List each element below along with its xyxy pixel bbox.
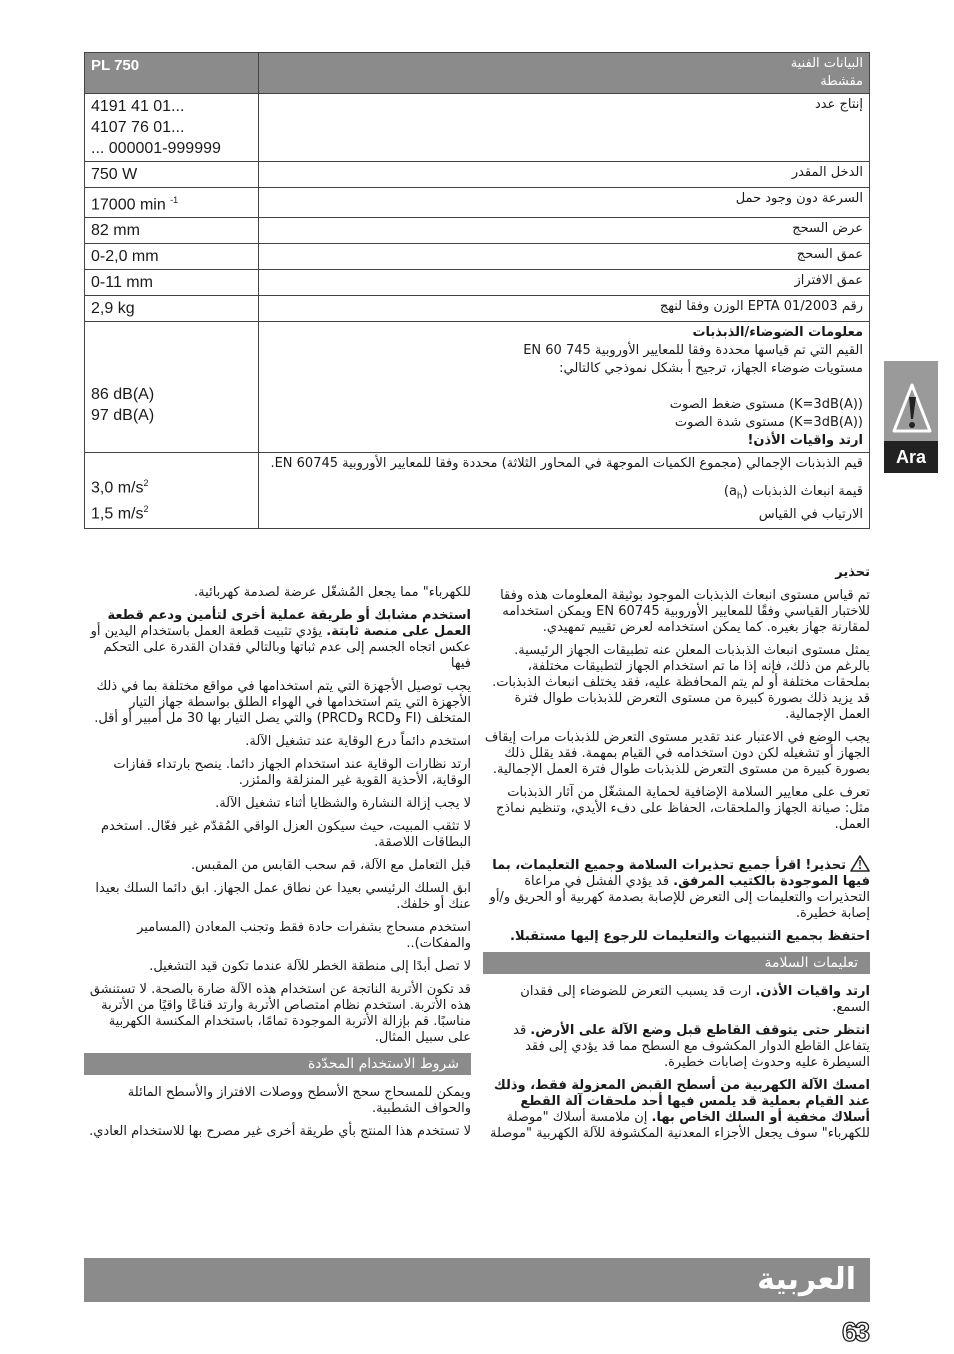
general-warning-text: قد يؤدي الفشل في مراعاة التحذيرات والتعليمات إلى التعرض للإصابة بصدمة كهربية أو الحريق و/أو إصابة خطيرة.	[489, 874, 870, 921]
safety-item-bold: انتظر حتى يتوقف القاطع قبل وضع الآلة على الأرض.	[530, 1023, 870, 1038]
safety-item: استخدم مسحاج بشفرات حادة فقط وتجنب المعادن (المسامير والمفكات)..	[137, 920, 471, 951]
safety-item: لا تثقب المبيت، حيث سيكون العزل الواقي المُقدّم غير فعّال. استخدم البطاقات اللاصقة.	[100, 819, 471, 850]
rated-input-value: 750 W	[85, 162, 259, 188]
safety-item: ابق السلك الرئيسي بعيدا عن نطاق عمل الجهاز. ابق دائما السلك بعيدا عنك أو خلفك.	[95, 881, 471, 912]
warning-exclamation-icon	[890, 383, 932, 439]
table-header-row	[85, 53, 870, 94]
safety-item: لا تصل أبدًا إلى منطقة الخطر للآلة عندما تكون قيد التشغيل.	[149, 959, 471, 974]
vibration-total-text: قيم الذبذبات الإجمالي (مجموع الكميات الموجهة في المحاور الثلاثة) محددة وفقا للمعايير الأوروبية EN 60745.	[270, 456, 863, 472]
production-number-label: إنتاج عدد	[259, 94, 870, 162]
language-footer-bar: العربية	[84, 1258, 870, 1302]
page-number: 63	[841, 1317, 869, 1347]
sound-pressure-value: 86 dB(A)	[91, 386, 155, 404]
production-number-value	[85, 94, 259, 162]
vibration-emission-value	[91, 473, 252, 498]
safety-continuation: للكهرباء" مما يجعل المُشغّل عرضة لصدمة كهربائية.	[194, 585, 471, 600]
noise-heading: معلومات الضوضاء/الذبذبات	[692, 325, 863, 341]
noise-values	[85, 322, 259, 453]
safety-item-bold: ارتد واقيات الأذن.	[755, 984, 870, 999]
vibration-row	[85, 453, 870, 529]
vibration-emission-number: 3,0 m/s	[91, 479, 144, 497]
no-load-speed-value	[85, 188, 259, 218]
planing-depth-label: عمق السحج	[259, 244, 870, 270]
safety-item-text: قد يتفاعل القاطع الدوار المكشوف مع السطح مما قد يؤدي إلى فقد السيطرة عليه وحدوث إصابات خطيرة.	[513, 1023, 870, 1070]
uncertainty-label: الارتياب في القياس	[758, 506, 863, 522]
usage-item: ويمكن للمسحاج سحج الأسطح ووصلات الافتراز والأسطح المائلة والحواف الشطبية.	[127, 1085, 471, 1116]
table-row	[85, 270, 870, 296]
vibration-paragraph-3: يجب الوضع في الاعتبار عند تقدير مستوى التعرض للذبذبات مرات إيقاف الجهاز أو تشغيله لكن دون استخدامه في القيام بمهمة. فقد يقلل ذلك بصورة كبيرة من مستوى التعرض للذبذبات طوال فترة العمل الإجمالية.	[484, 730, 870, 777]
table-row	[85, 188, 870, 218]
technical-data-table	[84, 52, 870, 529]
warning-heading: تحذير	[835, 565, 870, 580]
vibration-paragraph-1: تم قياس مستوى انبعاث الذبذبات الموجود بوثيقة المعلومات هذه وفقا للاختبار القياسي وفقًا للمعايير الأوروبية EN 60745 ويمكن استخدامه لمقارنة جهاز بغيره. كما يمكن استخدامه لعرض تقييم تمهيدي.	[500, 588, 870, 635]
safety-item: قد تكون الأتربة الناتجة عن استخدام هذه الآلة ضارة بالصحة. لا تستنشق هذه الأتربة. استخدم نظام امتصاص الأتربة وارتد قناعًا واقيًا من الأتربة مناسبًا. قم بإزالة الأتربة الموجودة تمامًا، باستخدام المكنسة الكهربية على سبيل المثال.	[89, 982, 471, 1045]
vibration-paragraph-2: يمثل مستوى انبعاث الذبذبات المعلن عنه تطبيقات الجهاز الرئيسية. بالرغم من ذلك، فإنه إذا ما تم استخدام الجهاز لتطبيقات مختلفة، بملحقات مختلفة أو لم يتم المحافظة عليه، فقد يختلف انبعاث الذبذبات. قد يزيد ذلك بصورة كبيرة من مستوى التعرض للذبذبات طوال فترة العمل الإجمالية.	[492, 643, 870, 722]
noise-standard-text: القيم التي تم قياسها محددة وفقا للمعايير الأوروبية EN 60 745	[523, 343, 863, 359]
table-row	[85, 162, 870, 188]
safety-item: ارتد نظارات الوقاية عند استخدام الجهاز دائما. ينصح بارتداء قفازات الوقاية، الأحذية القوية غير المنزلقة والمئزر.	[113, 757, 471, 788]
vibration-subscript: h	[736, 491, 743, 502]
right-column	[483, 565, 870, 1149]
no-load-speed-sup: -1	[170, 195, 179, 205]
no-load-speed-label: السرعة دون وجود حمل	[259, 188, 870, 218]
safety-item: يجب توصيل الأجهزة التي يتم استخدامها في مواقع مختلفة بما في ذلك الأجهزة التي يتم استخدامها في الهواء الطلق بواسطة جهاز التيار المتخلف (FI وRCD وPRCD) والتي يصل التيار بها 30 مل أمبير أو أقل.	[94, 679, 471, 726]
planing-depth-value: 0-2,0 mm	[85, 244, 259, 270]
unit-sup: 2	[143, 503, 149, 514]
unit-sup: 2	[143, 478, 149, 489]
production-number-line: 4107 76 01...	[91, 119, 185, 136]
safety-item: لا يجب إزالة النشارة والشظايا أثناء تشغيل الآلة.	[215, 796, 471, 811]
vibration-emission-label	[265, 483, 863, 506]
warning-triangle-icon	[850, 855, 870, 872]
no-load-speed-number: 17000 min	[91, 196, 166, 214]
rebate-depth-label: عمق الافتراز	[259, 270, 870, 296]
vibration-info	[259, 453, 870, 529]
left-column	[84, 585, 471, 1147]
safety-item-text: يؤدي تثبيت قطعة العمل باستخدام اليدين أو عكس اتجاه الجسم إلى عدم ثباتها وبالتالي فقدان القدرة على التحكم فيها	[90, 624, 471, 671]
safety-item	[483, 1023, 870, 1071]
safety-item	[483, 1078, 870, 1142]
safety-item	[483, 984, 870, 1016]
planing-width-label: عرض السحج	[259, 218, 870, 244]
table-row	[85, 94, 870, 162]
specified-conditions-heading: شروط الاستخدام المحدّدة	[84, 1053, 471, 1075]
keep-instructions: احتفظ بجميع التنبيهات والتعليمات للرجوع إليها مستقبلا.	[510, 929, 870, 944]
weight-label: رقم EPTA 01/2003 الوزن وفقا لنهج	[259, 296, 870, 322]
model-name: PL 750	[85, 53, 259, 94]
vibration-values	[85, 453, 259, 529]
safety-item: قبل التعامل مع الآلة، قم سحب القابس من المقبس.	[191, 858, 471, 873]
uncertainty-number: 1,5 m/s	[91, 504, 144, 522]
general-warning	[483, 855, 870, 922]
noise-info	[259, 322, 870, 453]
rebate-depth-value: 0-11 mm	[85, 270, 259, 296]
ear-protection-note: ارتد واقيات الأذن!	[747, 433, 863, 449]
table-row	[85, 296, 870, 322]
planing-width-value: 82 mm	[85, 218, 259, 244]
general-warning-bold: تحذير! اقرأ جميع تحذيرات السلامة وجميع التعليمات، بما فيها الموجودة بالكتيب المرفق.	[492, 858, 870, 889]
language-side-tab	[884, 361, 938, 473]
production-number-line: ... 000001-999999	[91, 140, 221, 157]
noise-levels-text: مستويات ضوضاء الجهاز، ترجيح أ بشكل نموذجي كالتالي:	[559, 361, 863, 377]
production-number-line: 4191 41 01...	[91, 98, 185, 115]
table-title-line2: مقشطة	[820, 74, 863, 89]
safety-item-bold: امسك الآلة الكهربية من أسطح القبض المعزولة فقط، وذلك عند القيام بعملية قد يلمس فيها أحد ملحقات آلة القطع أسلاك مخفية أو السلك الخاص بها.	[493, 1078, 870, 1125]
weight-value: 2,9 kg	[85, 296, 259, 322]
sound-power-value: 97 dB(A)	[91, 407, 155, 425]
usage-item: لا تستخدم هذا المنتج بأي طريقة أخرى غير مصرح بها للاستخدام العادي.	[89, 1124, 471, 1139]
vibration-paragraph-4: تعرف على معايير السلامة الإضافية لحماية المشغّل من آثار الذبذبات مثل: صيانة الجهاز والملحقات، الحفاظ على دفء الأيدي، وتنظيم نماذج العمل.	[495, 785, 870, 832]
language-code: Ara	[884, 441, 938, 473]
vibration-emission-text: قيمة انبعاث الذبذبات (a	[728, 484, 863, 500]
sound-pressure-label: (K=3dB(A)) مستوى ضغط الصوت	[669, 397, 863, 413]
safety-item-text: ارت قد يسبب التعرض للضوضاء إلى فقدان السمع.	[520, 984, 870, 1015]
safety-item	[84, 608, 471, 672]
safety-item: استخدم دائماً درع الوقاية عند تشغيل الآلة.	[245, 734, 471, 749]
safety-item-text: إن ملامسة أسلاك "موصلة للكهرباء" سوف يجعل الأجزاء المعدنية المكشوفة للآلة الكهربية "موصلة	[489, 1110, 870, 1141]
uncertainty-value	[91, 499, 252, 524]
safety-instructions-heading: تعليمات السلامة	[483, 952, 870, 974]
table-row	[85, 244, 870, 270]
safety-item-bold: استخدم مشابك أو طريقة عملية أخرى لتأمين ودعم قطعة العمل على منصة ثابتة.	[107, 608, 471, 639]
vibration-close-paren: )	[723, 484, 729, 500]
noise-row	[85, 322, 870, 453]
sound-power-label: (K=3dB(A)) مستوى شدة الصوت	[674, 415, 863, 431]
rated-input-label: الدخل المقدر	[259, 162, 870, 188]
table-row	[85, 218, 870, 244]
table-title-line1: البيانات الفنية	[790, 56, 863, 71]
table-title	[259, 53, 870, 94]
